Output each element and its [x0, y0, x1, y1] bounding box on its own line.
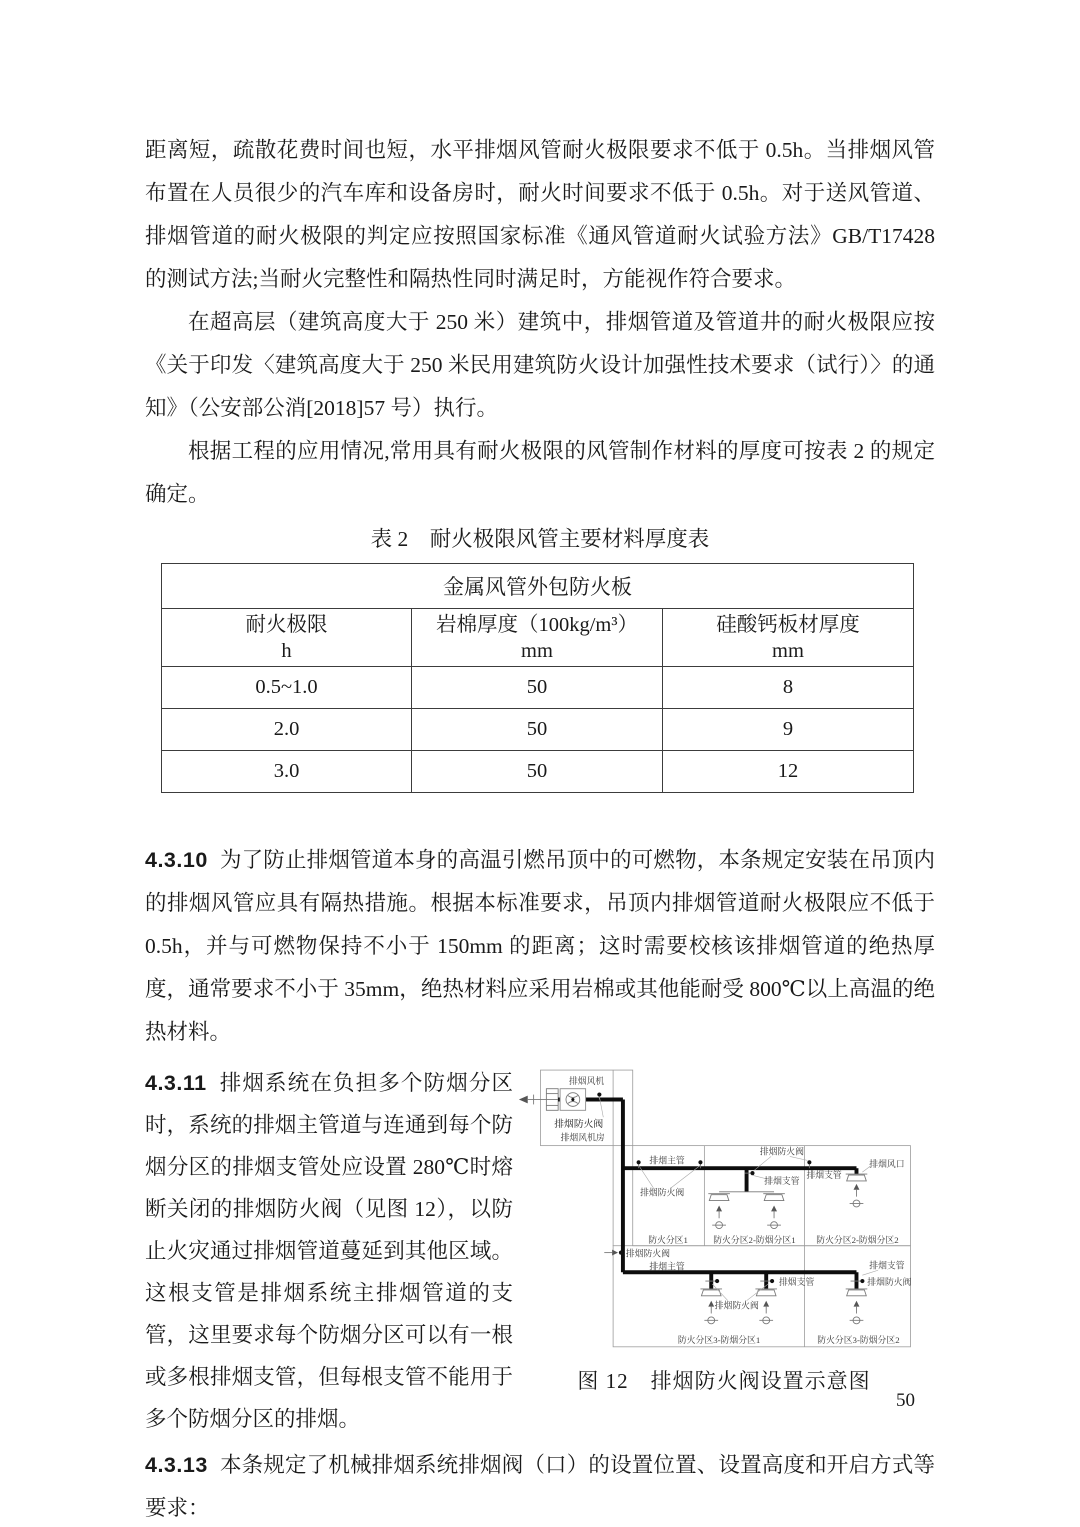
col-label: 硅酸钙板材厚度 — [716, 613, 860, 636]
col-unit: h — [281, 639, 292, 662]
section-4-3-10 — [145, 839, 935, 1054]
paragraph-super-highrise: 在超高层（建筑高度大于 250 米）建筑中，排烟管道及管道井的耐火极限应按 《关于印发〈建筑高度大于 250 米民用建筑防火设计加强性技术要求（试行）〉的通知》（公安部公消[2018]57 号）执行。 — [145, 310, 935, 420]
table-span-header: 金属风管外包防火板 — [162, 564, 914, 609]
label-main-duct: 排烟主管 — [649, 1261, 685, 1272]
table-span-row — [162, 564, 914, 609]
paragraph-fire-limit: 距离短，疏散花费时间也短，水平排烟风管耐火极限要求不低于 0.5h。当排烟风管布置在人员很少的汽车库和设备房时，耐火时间要求不低于 0.5h。对于送风管道、排烟管道的耐火极限的判定应按照国家标准《通风管道耐火试验方法》GB/T17428 的测试方法;当耐火完整性和隔热性同时满足时，方能视作符合要求。 — [145, 138, 935, 291]
cell: 50 — [412, 709, 663, 751]
label-outlet: 排烟风口 — [869, 1159, 905, 1170]
vent-icon — [846, 1174, 868, 1181]
label-zone2-2: 防火分区2-防烟分区2 — [816, 1234, 899, 1245]
cell: 0.5~1.0 — [162, 667, 412, 709]
section-number: 4.3.10 — [145, 848, 208, 872]
label-branch: 排烟支管 — [764, 1175, 800, 1186]
col-label: 岩棉厚度（100kg/m³） — [435, 613, 639, 636]
cell: 8 — [663, 667, 914, 709]
label-zone3-2: 防火分区3-防烟分区2 — [817, 1334, 900, 1345]
table-row — [162, 709, 914, 751]
paragraph-table-intro: 根据工程的应用情况,常用具有耐火极限的风管制作材料的厚度可按表 2 的规定确定。 — [145, 439, 935, 506]
figure-12 — [513, 1062, 935, 1440]
smoke-damper-diagram — [513, 1062, 935, 1349]
col-unit: mm — [521, 639, 553, 662]
table-row — [162, 667, 914, 709]
label-fan: 排烟风机 — [568, 1075, 605, 1086]
label-branch: 排烟支管 — [778, 1276, 815, 1287]
label-branch: 排烟支管 — [806, 1170, 842, 1181]
vent-icon — [763, 1194, 785, 1201]
table-row — [162, 751, 914, 793]
label-damper: 排烟防火阀 — [640, 1187, 685, 1198]
label-zone2-1: 防火分区2-防烟分区1 — [713, 1234, 796, 1245]
page-content — [145, 0, 935, 1527]
table-header-row — [162, 609, 914, 667]
col-unit: mm — [772, 639, 804, 662]
col-header-rockwool — [412, 609, 663, 667]
label-damper: 排烟防火阀 — [759, 1146, 804, 1157]
label-damper: 排烟防火阀 — [867, 1276, 912, 1287]
vent-icon — [846, 1289, 868, 1296]
label-fan-room: 排烟风机房 — [560, 1132, 605, 1143]
cell: 12 — [663, 751, 914, 793]
thickness-table — [161, 563, 914, 793]
label-damper: 排烟防火阀 — [554, 1118, 604, 1130]
page-number: 50 — [896, 1390, 915, 1411]
table-title: 表 2 耐火极限风管主要材料厚度表 — [370, 527, 710, 551]
vent-icon — [755, 1289, 777, 1296]
cell: 50 — [412, 667, 663, 709]
label-branch: 排烟支管 — [869, 1260, 905, 1271]
label-damper: 排烟防火阀 — [714, 1300, 759, 1311]
cell: 9 — [663, 709, 914, 751]
vent-icon — [708, 1194, 730, 1201]
col-header-fire-limit — [162, 609, 412, 667]
vent-icon — [700, 1289, 722, 1296]
section-4-3-13 — [145, 1444, 935, 1527]
cell: 3.0 — [162, 751, 412, 793]
louver-icon — [546, 1089, 558, 1111]
col-header-calcium-silicate — [663, 609, 914, 667]
section-text: 本条规定了机械排烟系统排烟阀（口）的设置位置、设置高度和开启方式等要求： — [145, 1453, 935, 1520]
label-zone3-1: 防火分区3-防烟分区1 — [677, 1334, 761, 1345]
section-number: 4.3.13 — [145, 1453, 208, 1477]
cell: 2.0 — [162, 709, 412, 751]
label-damper: 排烟防火阀 — [625, 1248, 671, 1259]
exhaust-arrow — [519, 1095, 546, 1105]
section-number: 4.3.11 — [145, 1071, 207, 1095]
figure-caption: 图 12 排烟防火阀设置示意图 — [577, 1369, 871, 1393]
section-text: 排烟系统在负担多个防烟分区时，系统的排烟主管道与连通到每个防烟分区的排烟支管处应设置 280℃时熔断关闭的排烟防火阀（见图 12），以防止火灾通过排烟管道蔓延到其他区域。这根支管是排烟系统主排烟管道的支管，这里要求每个防烟分区可以有一根或多根排烟支管，但每根支管不能用于多个防烟分区的排烟。 — [145, 1071, 513, 1431]
cell: 50 — [412, 751, 663, 793]
col-label: 耐火极限 — [245, 613, 328, 636]
section-text: 为了防止排烟管道本身的高温引燃吊顶中的可燃物，本条规定安装在吊顶内的排烟风管应具有隔热措施。根据本标准要求，吊顶内排烟管道耐火极限应不低于 0.5h，并与可燃物保持不小于 150mm 的距离；这时需要校核该排烟管道的绝热厚度，通常要求不小于 35mm，绝热材料应采用岩棉或其他能耐受 800℃以上高温的绝热材料。 — [145, 848, 935, 1044]
section-4-3-11-row — [145, 1062, 935, 1440]
label-main-duct: 排烟主管 — [649, 1155, 685, 1166]
fan-icon — [560, 1089, 586, 1111]
label-zone1: 防火分区1 — [648, 1234, 688, 1245]
section-4-3-11 — [145, 1062, 513, 1440]
leader-lines — [599, 1097, 878, 1301]
